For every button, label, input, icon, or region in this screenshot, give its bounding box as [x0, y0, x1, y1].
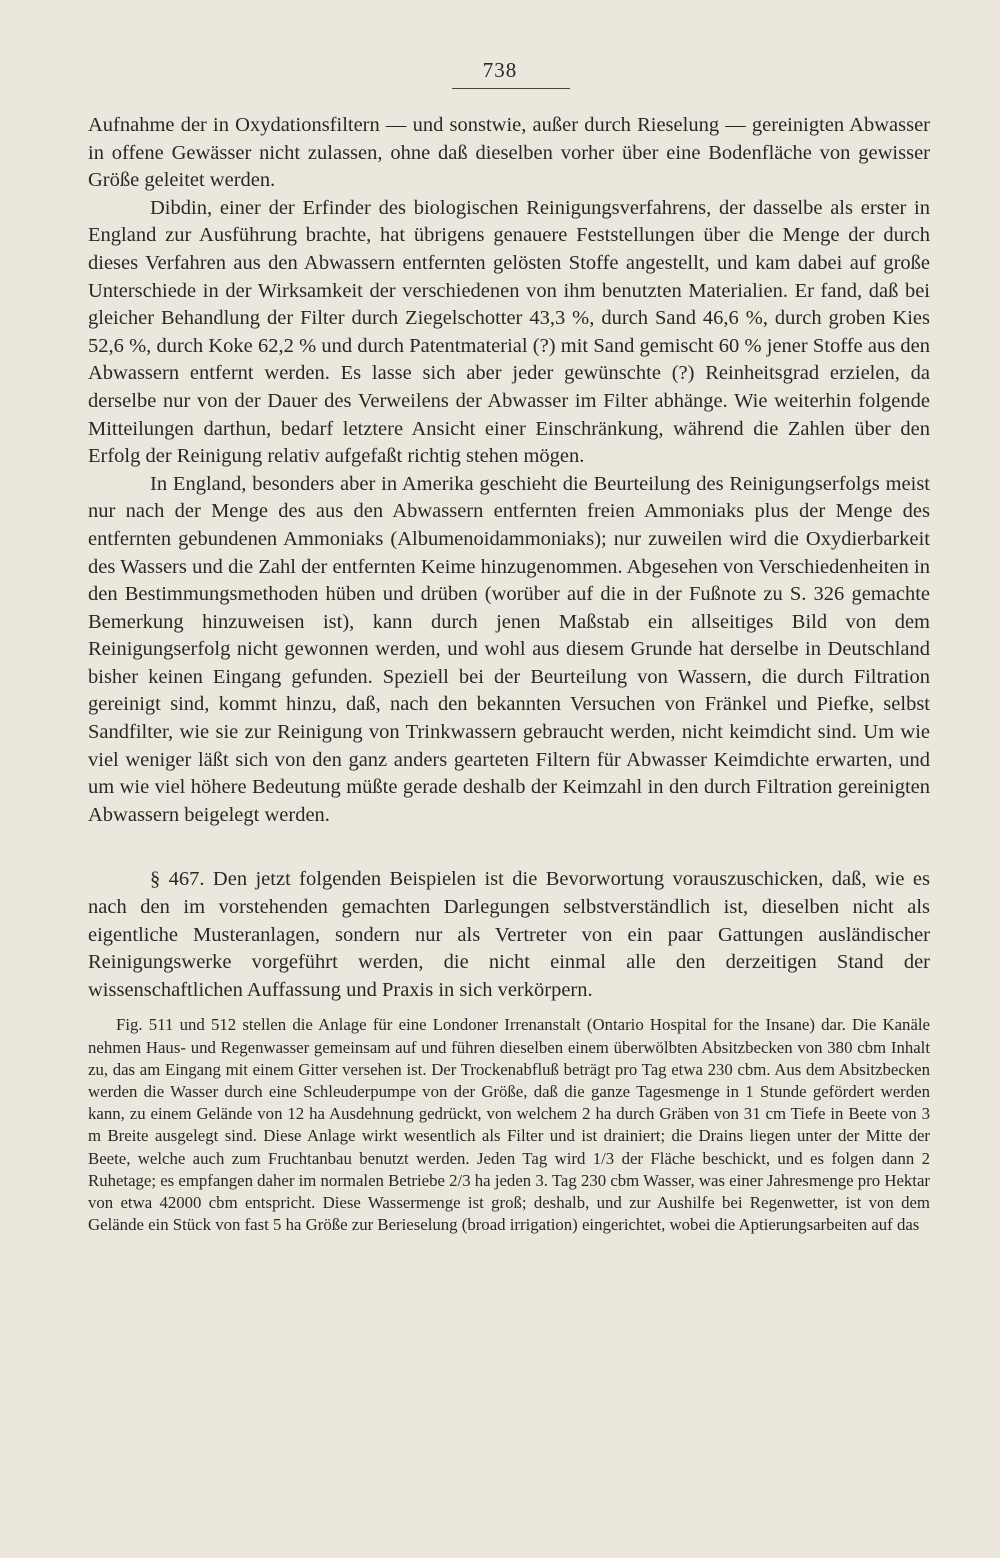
paragraph-england-america: In England, besonders aber in Amerika geschieht die Beurteilung des Reinigungserfolgs meist nur nach der Menge des aus den Abwassern entfernten freien Ammoniaks plus der Menge des entfernten gebundenen Ammoniaks (Albumenoidammoniaks); nur zuweilen wird die Oxydierbarkeit des Wassers und die Zahl der entfernten Keime hinzugenommen. Abgesehen von Verschiedenheiten in den Bestimmungsmethoden hüben und drüben (worüber auf die in der Fußnote zu S. 326 gemachte Bemerkung hinzuweisen ist), kann durch jenen Maßstab ein allseitiges Bild von dem Reinigungserfolg nicht gewonnen werden, und wohl aus diesem Grunde hat derselbe in Deutschland bisher keinen Eingang gefunden. Speziell bei der Beurteilung von Wassern, die durch Filtration gereinigt sind, kommt hinzu, daß, nach den bekannten Versuchen von Fränkel und Piefke, selbst Sandfilter, wie sie zur Reinigung von Trinkwassern gebraucht werden, nicht keimdicht sind. Um wie viel weniger läßt sich von den ganz anders gearteten Filtern für Abwasser Keimdichte erwarten, und um wie viel höhere Bedeutung müßte gerade deshalb der Keimzahl in den durch Filtration gereinigten Abwassern beigelegt werden. — [88, 472, 930, 826]
header-rule — [452, 88, 570, 89]
paragraph-section-467: § 467. Den jetzt folgenden Beispielen ist die Bevorwortung vorauszuschicken, daß, wie es nach den im vorstehenden gemachten Darlegungen selbstverständlich ist, dieselben nicht als eigentliche Musteranlagen, sondern nur als Vertreter von ein paar Gattungen ausländischer Reinigungswerke vorgeführt werden, die nicht einmal alle den derzeitigen Stand der wissenschaftlichen Auffassung und Praxis in sich verkörpern. — [88, 868, 930, 1001]
paragraph-dibdin: Dibdin, einer der Erfinder des biologischen Reinigungsverfahrens, der dasselbe als erster in England zur Ausführung brachte, hat übrigens genauere Feststellungen über die Menge der durch dieses Verfahren aus den Abwassern entfernten gelösten Stoffe angestellt, und kam dabei auf große Unterschiede in der Wirksamkeit der verschiedenen von ihm benutzten Materialien. Er fand, daß bei gleicher Behandlung der Filter durch Ziegelschotter 43,3 %, durch Sand 46,6 %, durch groben Kies 52,6 %, durch Koke 62,2 % und durch Patentmaterial (?) mit Sand gemischt 60 % jener Stoffe aus den Abwassern entfernt werden. Es lasse sich aber jeder gewünschte (?) Reinheitsgrad erzielen, da derselbe nur von der Dauer des Verweilens der Abwasser im Filter abhänge. Wie weiterhin folgende Mitteilungen darthun, bedarf letztere Ansicht einer Einschränkung, während die Zahlen über den Erfolg der Reinigung relativ aufgefaßt richtig stehen mögen. — [88, 196, 930, 468]
paragraph-figure-description: Fig. 511 und 512 stellen die Anlage für eine Londoner Irrenanstalt (Ontario Hospital for the Insane) dar. Die Kanäle nehmen Haus- und Regenwasser gemeinsam auf und führen dieselben einem überwölbten Absitzbecken von 380 cbm Inhalt zu, das am Eingang mit einem Gitter versehen ist. Der Trockenabfluß beträgt pro Tag etwa 230 cbm. Aus dem Absitzbecken werden die Wasser durch eine Schleuderpumpe von der Größe, daß die ganze Tagesmenge in 1 Stunde gefördert werden kann, zu einem Gelände von 12 ha Ausdehnung gedrückt, von welchem 2 ha durch Gräben von 31 cm Tiefe in Beete von 3 m Breite ausgelegt sind. Diese Anlage wirkt wesentlich als Filter und ist drainiert; die Drains liegen unter der Mitte der Beete, welche auch zum Fruchtanbau benutzt werden. Jeden Tag wird 1/3 der Fläche beschickt, und es folgen dann 2 Ruhetage; es empfangen daher im normalen Betriebe 2/3 ha jeden 3. Tag 230 cbm Wasser, was einer Jahresmenge pro Hektar von etwa 42000 cbm entspricht. Diese Wassermenge ist groß; deshalb, und zur Aushilfe bei Regenwetter, ist von dem Gelände ein Stück von fast 5 ha Größe zur Berieselung (broad irrigation) eingerichtet, wobei die Aptierungsarbeiten auf das — [88, 1015, 930, 1235]
page-number: 738 — [482, 58, 518, 82]
body-text — [88, 112, 930, 1236]
paragraph-continuation: Aufnahme der in Oxydationsfiltern — und sonstwie, außer durch Rieselung — gereinigten Abwasser in offene Gewässer nicht zulassen, ohne daß dieselben vorher über eine Bodenfläche von gewisser Größe geleitet werden. — [88, 114, 930, 192]
